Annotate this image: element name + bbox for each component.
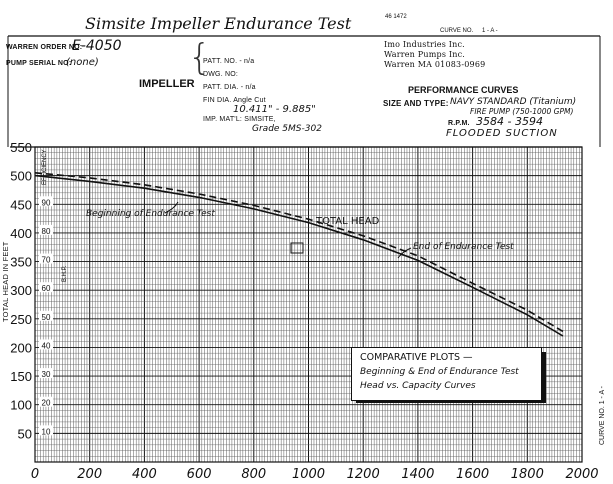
y-tick-label: 250 xyxy=(10,311,32,327)
y-tick-label: 150 xyxy=(10,369,32,385)
x-tick-label: 800 xyxy=(241,467,267,482)
efficiency-tick-label: 60 xyxy=(41,284,51,294)
x-tick-label: 0 xyxy=(30,467,40,482)
curve-no-label: CURVE NO. xyxy=(440,28,474,34)
company-line-3: Warren MA 01083-0969 xyxy=(384,60,486,69)
efficiency-tick-label: 20 xyxy=(41,398,51,408)
impeller-label: IMPELLER xyxy=(139,78,195,90)
y-axis-label: TOTAL HEAD IN FEET xyxy=(1,241,10,322)
pump-serial-label: PUMP SERIAL NO: xyxy=(6,60,72,67)
efficiency-tick-label: 40 xyxy=(41,341,51,351)
y-tick-label: 200 xyxy=(10,340,32,356)
dwg-no: DWG. NO: xyxy=(203,71,239,78)
y-tick-label: 50 xyxy=(17,426,32,442)
warren-order-value: E-4050 xyxy=(72,38,122,54)
warren-order-label: WARREN ORDER NO: xyxy=(6,44,83,51)
performance-curves-label: PERFORMANCE CURVES xyxy=(408,85,519,95)
x-tick-label: 400 xyxy=(131,467,157,482)
y-tick-label: 100 xyxy=(10,397,32,413)
patt-no: PATT. NO. - n/a xyxy=(203,58,255,65)
efficiency-tick-label: 50 xyxy=(41,312,51,322)
patt-dia: PATT. DIA. - n/a xyxy=(203,84,256,91)
x-tick-label: 1600 xyxy=(456,467,490,482)
annotation-total-head: TOTAL HEAD xyxy=(316,216,380,227)
fin-dia-label: FIN DIA. Angle Cut xyxy=(203,97,266,104)
size-type-label: SIZE AND TYPE: xyxy=(383,99,449,108)
imp-mat-grade: Grade 5MS-302 xyxy=(252,124,322,134)
box-title: COMPARATIVE PLOTS — xyxy=(360,352,473,363)
x-tick-label: 1000 xyxy=(291,467,326,482)
x-tick-label: 1800 xyxy=(510,467,544,482)
fin-dia-value: 10.411" - 9.885" xyxy=(233,104,316,115)
annotation-beginning: Beginning of Endurance Test xyxy=(86,209,215,219)
bhp-axis-label: B.H.P. xyxy=(62,265,68,282)
x-tick-label: 1400 xyxy=(401,467,435,482)
size-type-value-2: FIRE PUMP (750-1000 GPM) xyxy=(470,107,574,116)
suction-text: FLOODED SUCTION xyxy=(446,128,558,139)
box-line-1: Beginning & End of Endurance Test xyxy=(360,367,519,377)
y-tick-label: 550 xyxy=(10,140,32,155)
x-tick-label: 200 xyxy=(77,467,103,482)
rpm-label: R.P.M. xyxy=(448,120,470,127)
size-type-value: NAVY STANDARD (Titanium) xyxy=(450,97,577,107)
x-tick-label: 600 xyxy=(186,467,212,482)
x-tick-label: 1200 xyxy=(346,467,380,482)
rpm-value: 3584 - 3594 xyxy=(476,115,543,128)
imp-mat: IMP. MAT'L: SIMSITE, xyxy=(203,116,276,123)
y-tick-label: 300 xyxy=(10,283,32,299)
efficiency-tick-label: 70 xyxy=(41,255,51,265)
efficiency-tick-label: 80 xyxy=(41,226,51,236)
pump-serial-value: (none) xyxy=(66,57,99,68)
comparative-plots-box xyxy=(351,347,542,401)
efficiency-tick-label: 90 xyxy=(41,198,51,208)
y-tick-label: 350 xyxy=(10,254,32,270)
x-tick-label: 2000 xyxy=(565,467,599,482)
page-title: Simsite Impeller Endurance Test xyxy=(85,14,352,33)
box-line-2: Head vs. Capacity Curves xyxy=(360,381,476,391)
y-tick-label: 400 xyxy=(10,225,32,241)
margin-curve-no: CURVE NO. 1 - A - xyxy=(599,386,606,445)
y-tick-label: 500 xyxy=(10,168,32,184)
efficiency-tick-label: 10 xyxy=(41,427,51,437)
curve-no-value: 1 - A - xyxy=(482,28,498,34)
company-line-2: Warren Pumps Inc. xyxy=(384,50,466,59)
efficiency-axis-label: EFFICIENCY xyxy=(42,149,48,185)
annotation-end: End of Endurance Test xyxy=(413,242,514,252)
y-tick-label: 450 xyxy=(10,197,32,213)
efficiency-tick-label: 30 xyxy=(41,370,51,380)
company-line-1: Imo Industries Inc. xyxy=(384,40,465,49)
doc-number: 46 1472 xyxy=(385,14,407,20)
impeller-brace: { xyxy=(188,37,211,78)
